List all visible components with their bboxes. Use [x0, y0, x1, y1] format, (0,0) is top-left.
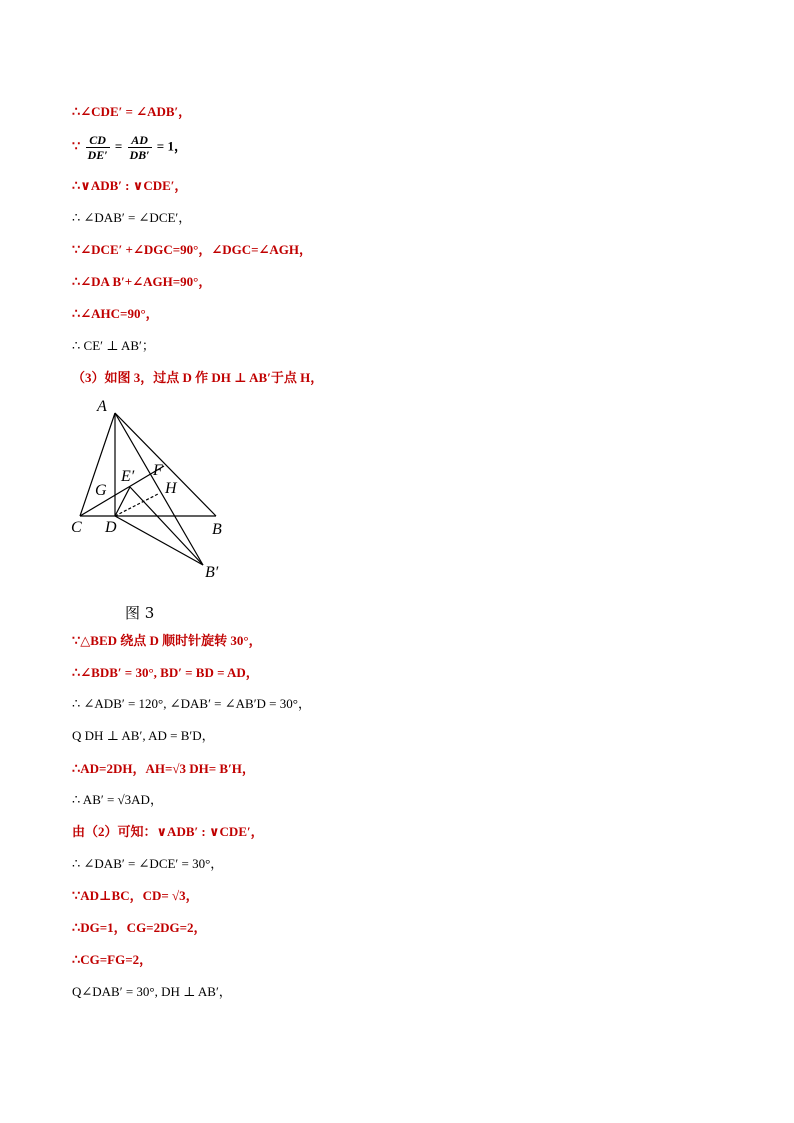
- line-9: （3）如图 3，过点 D 作 DH ⊥ AB′于点 H，: [72, 370, 324, 385]
- label-d: D: [105, 519, 117, 536]
- line-20: ∴CG=FG=2，: [72, 952, 153, 967]
- label-h: H: [165, 480, 177, 497]
- label-e-prime: E′: [121, 468, 135, 485]
- label-b: B: [212, 521, 222, 538]
- fraction-numerator: CD: [86, 133, 110, 148]
- segment-dh-dashed: [115, 494, 158, 516]
- line-5-part-b: ∠DGC=90°，∠DGC=∠AGH，: [132, 242, 313, 257]
- fraction-cd-de: [86, 133, 110, 162]
- line-14: [72, 761, 255, 777]
- line-5: [72, 242, 312, 258]
- figure-caption: 图 3: [125, 604, 155, 622]
- line-10: ∵△BED 绕点 D 顺时针旋转 30°，: [72, 633, 262, 648]
- line-2-prefix: ∵: [72, 138, 81, 154]
- line-16: 由（2）可知：∨ADB′ : ∨CDE′，: [72, 824, 264, 839]
- segment-db-prime: [115, 516, 203, 565]
- label-f: F: [153, 462, 163, 479]
- line-1: ∴∠CDE′ = ∠ADB′，: [72, 104, 192, 119]
- line-18: ∵AD⊥BC，CD= √3，: [72, 888, 199, 903]
- fraction-numerator: AD: [128, 133, 152, 148]
- fraction-denominator: DB′: [129, 148, 150, 162]
- line-17: ∴ ∠DAB′ = ∠DCE′ = 30°，: [72, 856, 224, 871]
- line-15: ∴ AB′ = √3AD，: [72, 792, 163, 807]
- label-b-prime: B′: [205, 564, 219, 581]
- equals-sign: =: [114, 138, 123, 154]
- fraction-ad-db: [128, 133, 152, 162]
- line-8: ∴ CE′ ⊥ AB′；: [72, 338, 155, 353]
- line-6: ∴∠DA B′+∠AGH=90°，: [72, 274, 212, 289]
- segment-ac: [80, 413, 115, 516]
- line-2: [72, 133, 187, 162]
- line-4: ∴ ∠DAB′ = ∠DCE′，: [72, 210, 192, 225]
- geometry-figure-3: [66, 393, 236, 585]
- label-c: C: [71, 519, 82, 536]
- line-7: ∴∠AHC=90°，: [72, 306, 159, 321]
- segment-e-prime-b-prime: [130, 487, 203, 565]
- line-13: Q DH ⊥ AB′, AD = B′D，: [72, 728, 215, 743]
- fraction-denominator: DE′: [87, 148, 108, 162]
- line-21: Q∠DAB′ = 30°, DH ⊥ AB′，: [72, 984, 232, 999]
- line-3: ∴∨ADB′ : ∨CDE′，: [72, 178, 188, 193]
- geometry-diagram: [66, 393, 236, 585]
- label-a: A: [97, 398, 107, 415]
- line-19: ∴DG=1，CG=2DG=2，: [72, 920, 207, 935]
- label-g: G: [95, 482, 107, 499]
- line-14-part-b: √3 DH= B′H，: [172, 761, 255, 776]
- line-11: ∴∠BDB′ = 30°, BD′ = BD = AD，: [72, 665, 259, 680]
- line-5-part-a: ∵∠DCE′ +: [72, 242, 133, 257]
- line-14-part-a: ∴AD=2DH，AH=: [72, 761, 173, 776]
- line-12: ∴ ∠ADB′ = 120°, ∠DAB′ = ∠AB′D = 30°，: [72, 696, 311, 711]
- line-2-suffix: = 1，: [156, 138, 187, 154]
